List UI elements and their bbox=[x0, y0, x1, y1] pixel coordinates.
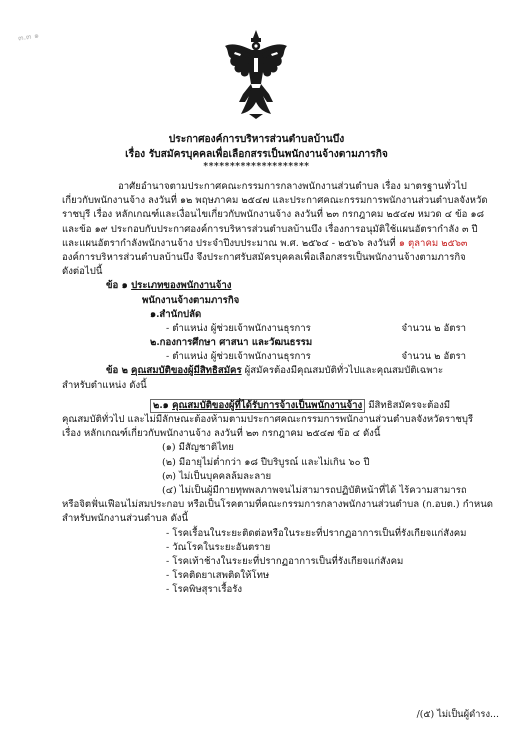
intro-line: ราชบุรี เรื่อง หลักเกณฑ์และเงื่อนไขเกี่ยวกับพนักงานจ้าง ลงวันที่ ๒๓ กรกฎาคม ๒๕๔๗ หมวด ๔ ข้อ ๑๘ bbox=[62, 209, 484, 221]
disease-item: - โรคพิษสุราเรื้อรัง bbox=[166, 584, 243, 596]
qualification-item: (๔) ไม่เป็นผู้มีกายทุพพลภาพจนไม่สามารถปฏิบัติหน้าที่ได้ ไร้ความสามารถ bbox=[162, 484, 467, 496]
intro-line: อาศัยอำนาจตามประกาศคณะกรรมการกลางพนักงานส่วนตำบล เรื่อง มาตรฐานทั่วไป bbox=[118, 181, 467, 192]
section-text: สำหรับตำแหน่ง ดังนี้ bbox=[62, 379, 147, 391]
paragraph-line: หรือจิตฟั่นเฟือนไม่สมประกอบ หรือเป็นโรคตามที่คณะกรรมการกลางพนักงานส่วนตำบล (ก.อบต.) กำหนด bbox=[62, 499, 494, 511]
disease-item: - โรคเท้าช้างในระยะที่ปรากฏอาการเป็นที่รังเกียจแก่สังคม bbox=[166, 555, 404, 567]
disease-item: - โรคติดยาเสพติดให้โทษ bbox=[166, 570, 270, 582]
intro-line bbox=[62, 237, 490, 251]
position-name: - ตำแหน่ง ผู้ช่วยเจ้าพนักงานธุรการ bbox=[166, 322, 311, 334]
qualification-item: (๓) ไม่เป็นบุคคลล้มละลาย bbox=[162, 470, 272, 482]
position-quantity: จำนวน ๒ อัตรา bbox=[401, 322, 466, 334]
section-title: ประเภทของพนักงานจ้าง bbox=[131, 280, 232, 292]
office-name: ๑.สำนักปลัด bbox=[150, 308, 202, 320]
position-quantity: จำนวน ๒ อัตรา bbox=[401, 351, 466, 363]
intro-line: ดังต่อไปนี้ bbox=[62, 266, 103, 278]
disease-item: - วัณโรคในระยะอันตราย bbox=[166, 541, 271, 553]
garuda-emblem bbox=[223, 28, 289, 120]
section-number: ข้อ ๑ bbox=[106, 280, 128, 292]
disease-item: - โรคเรื้อนในระยะติดต่อหรือในระยะที่ปรากฏอาการเป็นที่รังเกียจแก่สังคม bbox=[166, 527, 467, 539]
section-number: ข้อ ๒ bbox=[106, 365, 128, 377]
office-name: ๒.กองการศึกษา ศาสนา และวัฒนธรรม bbox=[150, 337, 313, 349]
paragraph-line: คุณสมบัติทั่วไป และไม่มีลักษณะต้องห้ามตามประกาศคณะกรรมการพนักงานส่วนตำบลจังหวัดราชบุรี bbox=[62, 414, 474, 425]
position-row bbox=[62, 322, 490, 336]
subsection-number-text: ๒.๑ bbox=[153, 399, 169, 411]
paragraph-line: สำหรับพนักงานส่วนตำบล ดังนี้ bbox=[62, 513, 189, 525]
intro-line: และข้อ ๑๙ ประกอบกับประกาศองค์การบริหารส่วนตำบลบ้านบึง เรื่องการอนุมัติใช้แผนอัตรากำลัง ๓ ปี bbox=[62, 223, 478, 235]
section-title: คุณสมบัติของผู้มีสิทธิสมัคร bbox=[131, 365, 242, 377]
handwritten-note: ๓.๓ ๑ bbox=[17, 30, 40, 43]
qualification-item: (๑) มีสัญชาติไทย bbox=[162, 442, 234, 454]
qualification-item: (๒) มีอายุไม่ต่ำกว่า ๑๘ ปีบริบูรณ์ และไม่เกิน ๖๐ ปี bbox=[162, 456, 370, 468]
subsection-title: คุณสมบัติของผู้ที่ได้รับการจ้างเป็นพนักงานจ้าง bbox=[172, 399, 363, 411]
continuation-note: /(๕) ไม่เป็นผู้ดำรง... bbox=[416, 709, 499, 720]
position-name: - ตำแหน่ง ผู้ช่วยเจ้าพนักงานธุรการ bbox=[166, 351, 311, 363]
employee-type: พนักงานจ้างตามภารกิจ bbox=[142, 294, 240, 306]
announcement-subject: เรื่อง รับสมัครบุคคลเพื่อเลือกสรรเป็นพนักงานจ้างตามภารกิจ bbox=[125, 148, 388, 160]
position-row bbox=[62, 350, 490, 364]
intro-text: และแผนอัตรากำลังพนักงานจ้าง ประจำปีงบประมาณ พ.ศ. ๒๕๖๔ - ๒๕๖๖ ลงวันที่ bbox=[62, 237, 396, 249]
announcement-date: ๑ ตุลาคม ๒๕๖๓ bbox=[398, 237, 468, 249]
subsection-text: มีสิทธิสมัครจะต้องมี bbox=[365, 399, 451, 411]
section-text: ผู้สมัครต้องมีคุณสมบัติทั่วไปและคุณสมบัติเฉพาะ bbox=[241, 365, 444, 377]
separator-stars: ******************** bbox=[203, 162, 310, 172]
announcement-title: ประกาศองค์การบริหารส่วนตำบลบ้านบึง bbox=[168, 133, 345, 145]
document-body bbox=[62, 180, 494, 597]
paragraph-line: เรื่อง หลักเกณฑ์เกี่ยวกับพนักงานจ้าง ลงวันที่ ๒๓ กรกฎาคม ๒๕๔๗ ข้อ ๔ ดังนี้ bbox=[62, 428, 381, 440]
section-2-heading bbox=[62, 364, 490, 378]
intro-line: องค์การบริหารส่วนตำบลบ้านบึง จึงประกาศรับสมัครบุคคลเพื่อเลือกสรรเป็นพนักงานจ้างตามภารกิจ bbox=[62, 251, 466, 263]
intro-line: เกี่ยวกับพนักงานจ้าง ลงวันที่ ๑๒ พฤษภาคม ๒๕๔๗ และประกาศคณะกรรมการพนักงานส่วนตำบลจังหวัด bbox=[62, 195, 488, 207]
section-1-heading bbox=[62, 279, 490, 293]
subsection-number bbox=[150, 399, 365, 413]
subsection-heading bbox=[62, 399, 490, 413]
